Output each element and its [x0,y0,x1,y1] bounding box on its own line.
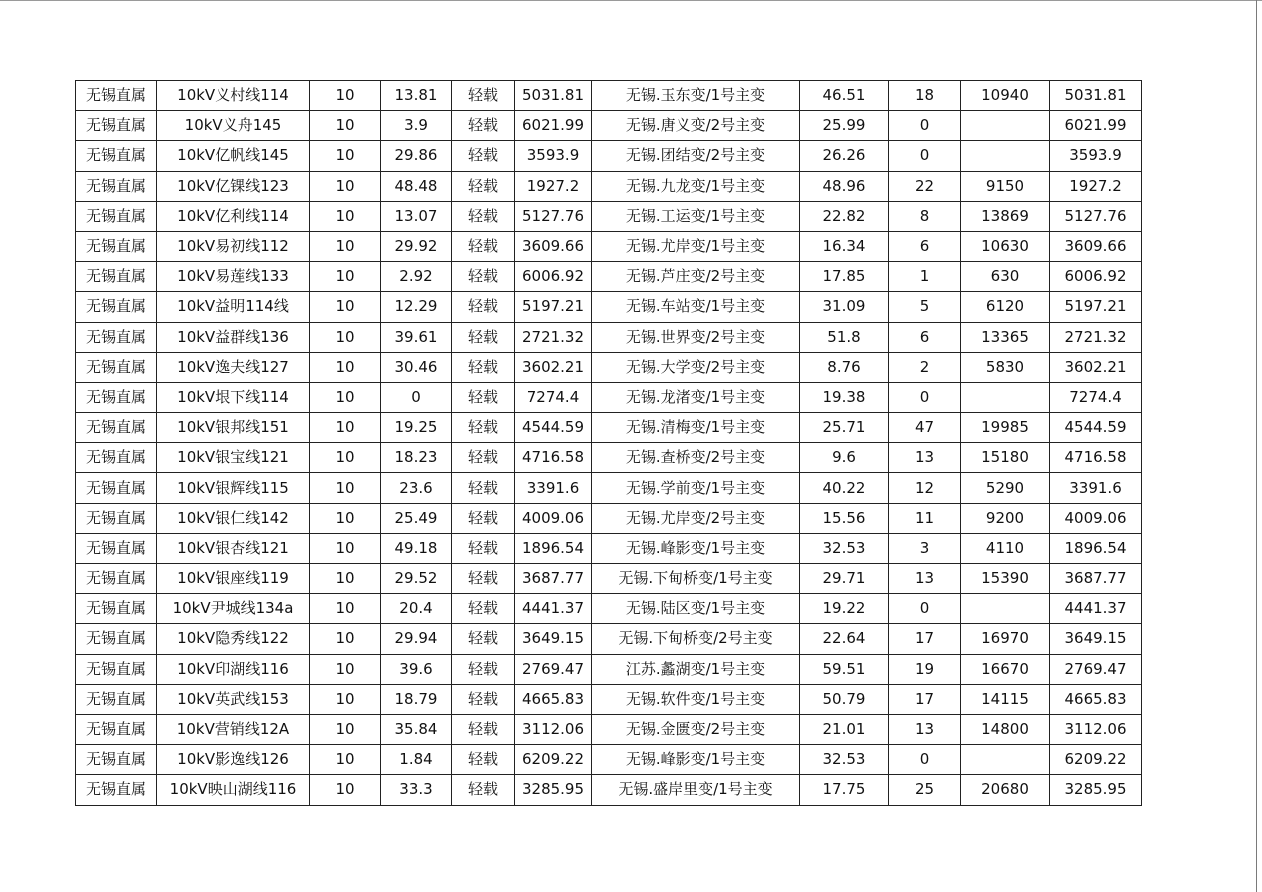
transformer-cell: 无锡.玉东变/1号主变 [592,81,800,111]
user-capacity-cell [961,111,1050,141]
transformer-cell: 无锡.峰影变/1号主变 [592,745,800,775]
capacity-cell: 5197.21 [515,292,592,322]
available-capacity-cell: 6006.92 [1050,262,1142,292]
capacity-cell: 3391.6 [515,473,592,503]
transformer-load-cell: 32.53 [800,745,889,775]
voltage-cell: 10 [310,564,381,594]
user-capacity-cell: 13869 [961,201,1050,231]
transformer-cell: 无锡.唐义变/2号主变 [592,111,800,141]
feeder-name-cell: 10kV银宝线121 [157,443,310,473]
available-capacity-cell: 3602.21 [1050,352,1142,382]
available-capacity-cell: 6021.99 [1050,111,1142,141]
capacity-cell: 6006.92 [515,262,592,292]
transformer-cell: 无锡.龙渚变/1号主变 [592,382,800,412]
load-rate-cell: 18.23 [381,443,452,473]
transformer-cell: 无锡.大学变/2号主变 [592,352,800,382]
load-status-cell: 轻载 [452,382,515,412]
feeder-name-cell: 10kV易初线112 [157,231,310,261]
transformer-load-cell: 9.6 [800,443,889,473]
user-count-cell: 18 [889,81,961,111]
load-rate-cell: 1.84 [381,745,452,775]
available-capacity-cell: 3593.9 [1050,141,1142,171]
load-status-cell: 轻载 [452,533,515,563]
voltage-cell: 10 [310,171,381,201]
transformer-cell: 无锡.下甸桥变/2号主变 [592,624,800,654]
load-rate-cell: 12.29 [381,292,452,322]
company-cell: 无锡直属 [76,171,157,201]
available-capacity-cell: 3687.77 [1050,564,1142,594]
transformer-load-cell: 40.22 [800,473,889,503]
user-capacity-cell [961,382,1050,412]
capacity-cell: 3649.15 [515,624,592,654]
user-count-cell: 6 [889,322,961,352]
user-capacity-cell: 9150 [961,171,1050,201]
voltage-cell: 10 [310,81,381,111]
load-status-cell: 轻载 [452,171,515,201]
feeder-name-cell: 10kV营销线12A [157,714,310,744]
company-cell: 无锡直属 [76,413,157,443]
capacity-cell: 3609.66 [515,231,592,261]
user-count-cell: 13 [889,443,961,473]
feeder-name-cell: 10kV影逸线126 [157,745,310,775]
capacity-cell: 4009.06 [515,503,592,533]
user-count-cell: 6 [889,231,961,261]
transformer-cell: 无锡.团结变/2号主变 [592,141,800,171]
available-capacity-cell: 5197.21 [1050,292,1142,322]
capacity-cell: 3285.95 [515,775,592,805]
user-count-cell: 0 [889,111,961,141]
load-rate-cell: 29.52 [381,564,452,594]
available-capacity-cell: 5127.76 [1050,201,1142,231]
load-rate-cell: 35.84 [381,714,452,744]
load-rate-cell: 23.6 [381,473,452,503]
feeder-name-cell: 10kV垠下线114 [157,382,310,412]
user-capacity-cell: 16970 [961,624,1050,654]
capacity-cell: 2769.47 [515,654,592,684]
user-count-cell: 0 [889,594,961,624]
feeder-name-cell: 10kV义村线114 [157,81,310,111]
voltage-cell: 10 [310,382,381,412]
company-cell: 无锡直属 [76,533,157,563]
transformer-cell: 无锡.清梅变/1号主变 [592,413,800,443]
table-row [76,111,1142,141]
table-row [76,775,1142,805]
transformer-cell: 无锡.芦庄变/2号主变 [592,262,800,292]
page-right-border [1256,0,1257,892]
load-status-cell: 轻载 [452,111,515,141]
user-capacity-cell: 14115 [961,684,1050,714]
transformer-load-cell: 21.01 [800,714,889,744]
company-cell: 无锡直属 [76,292,157,322]
transformer-cell: 无锡.尤岸变/1号主变 [592,231,800,261]
company-cell: 无锡直属 [76,443,157,473]
available-capacity-cell: 1927.2 [1050,171,1142,201]
feeder-name-cell: 10kV亿利线114 [157,201,310,231]
load-rate-cell: 48.48 [381,171,452,201]
capacity-cell: 2721.32 [515,322,592,352]
available-capacity-cell: 4665.83 [1050,684,1142,714]
capacity-cell: 3687.77 [515,564,592,594]
company-cell: 无锡直属 [76,81,157,111]
voltage-cell: 10 [310,141,381,171]
transformer-cell: 无锡.下甸桥变/1号主变 [592,564,800,594]
user-capacity-cell: 10940 [961,81,1050,111]
user-count-cell: 17 [889,624,961,654]
user-capacity-cell: 6120 [961,292,1050,322]
user-capacity-cell: 15390 [961,564,1050,594]
capacity-cell: 3593.9 [515,141,592,171]
voltage-cell: 10 [310,714,381,744]
feeder-name-cell: 10kV银座线119 [157,564,310,594]
load-rate-cell: 29.86 [381,141,452,171]
transformer-load-cell: 17.75 [800,775,889,805]
user-count-cell: 8 [889,201,961,231]
load-status-cell: 轻载 [452,141,515,171]
load-rate-cell: 18.79 [381,684,452,714]
feeder-name-cell: 10kV益明114线 [157,292,310,322]
capacity-cell: 3602.21 [515,352,592,382]
load-rate-cell: 3.9 [381,111,452,141]
transformer-load-cell: 19.22 [800,594,889,624]
load-status-cell: 轻载 [452,292,515,322]
feeder-name-cell: 10kV义舟145 [157,111,310,141]
load-status-cell: 轻载 [452,231,515,261]
transformer-cell: 无锡.车站变/1号主变 [592,292,800,322]
table-row [76,714,1142,744]
voltage-cell: 10 [310,594,381,624]
feeder-name-cell: 10kV银邦线151 [157,413,310,443]
capacity-cell: 4665.83 [515,684,592,714]
available-capacity-cell: 4544.59 [1050,413,1142,443]
load-status-cell: 轻载 [452,684,515,714]
available-capacity-cell: 4441.37 [1050,594,1142,624]
user-count-cell: 3 [889,533,961,563]
feeder-name-cell: 10kV亿锞线123 [157,171,310,201]
load-status-cell: 轻载 [452,81,515,111]
feeder-name-cell: 10kV尹城线134a [157,594,310,624]
user-count-cell: 12 [889,473,961,503]
voltage-cell: 10 [310,292,381,322]
transformer-load-cell: 8.76 [800,352,889,382]
capacity-cell: 5127.76 [515,201,592,231]
transformer-cell: 无锡.学前变/1号主变 [592,473,800,503]
user-capacity-cell: 5830 [961,352,1050,382]
available-capacity-cell: 3285.95 [1050,775,1142,805]
company-cell: 无锡直属 [76,745,157,775]
available-capacity-cell: 4009.06 [1050,503,1142,533]
feeder-name-cell: 10kV映山湖线116 [157,775,310,805]
transformer-cell: 无锡.九龙变/1号主变 [592,171,800,201]
feeder-name-cell: 10kV银仁线142 [157,503,310,533]
user-count-cell: 5 [889,292,961,322]
voltage-cell: 10 [310,745,381,775]
table-row [76,262,1142,292]
load-status-cell: 轻载 [452,714,515,744]
voltage-cell: 10 [310,201,381,231]
company-cell: 无锡直属 [76,564,157,594]
table-row [76,684,1142,714]
capacity-cell: 1896.54 [515,533,592,563]
company-cell: 无锡直属 [76,594,157,624]
voltage-cell: 10 [310,473,381,503]
page-top-border [0,0,1262,1]
voltage-cell: 10 [310,111,381,141]
company-cell: 无锡直属 [76,775,157,805]
available-capacity-cell: 3112.06 [1050,714,1142,744]
load-rate-cell: 39.61 [381,322,452,352]
load-status-cell: 轻载 [452,775,515,805]
user-capacity-cell [961,141,1050,171]
capacity-cell: 4544.59 [515,413,592,443]
table-row [76,443,1142,473]
user-capacity-cell: 14800 [961,714,1050,744]
load-rate-cell: 29.92 [381,231,452,261]
voltage-cell: 10 [310,533,381,563]
company-cell: 无锡直属 [76,714,157,744]
table-row [76,382,1142,412]
transformer-load-cell: 29.71 [800,564,889,594]
available-capacity-cell: 3391.6 [1050,473,1142,503]
company-cell: 无锡直属 [76,382,157,412]
load-status-cell: 轻载 [452,443,515,473]
company-cell: 无锡直属 [76,503,157,533]
load-rate-cell: 30.46 [381,352,452,382]
transformer-load-cell: 25.99 [800,111,889,141]
transformer-cell: 无锡.尤岸变/2号主变 [592,503,800,533]
load-status-cell: 轻载 [452,262,515,292]
load-rate-cell: 19.25 [381,413,452,443]
load-rate-cell: 39.6 [381,654,452,684]
capacity-cell: 1927.2 [515,171,592,201]
available-capacity-cell: 1896.54 [1050,533,1142,563]
voltage-cell: 10 [310,413,381,443]
transformer-cell: 无锡.软件变/1号主变 [592,684,800,714]
company-cell: 无锡直属 [76,231,157,261]
voltage-cell: 10 [310,322,381,352]
user-count-cell: 0 [889,382,961,412]
transformer-load-cell: 48.96 [800,171,889,201]
company-cell: 无锡直属 [76,624,157,654]
transformer-cell: 江苏.蠡湖变/1号主变 [592,654,800,684]
feeder-name-cell: 10kV银辉线115 [157,473,310,503]
load-rate-cell: 2.92 [381,262,452,292]
voltage-cell: 10 [310,684,381,714]
table-row [76,503,1142,533]
user-count-cell: 22 [889,171,961,201]
user-capacity-cell: 19985 [961,413,1050,443]
capacity-cell: 4716.58 [515,443,592,473]
load-rate-cell: 33.3 [381,775,452,805]
company-cell: 无锡直属 [76,352,157,382]
table-row [76,201,1142,231]
user-count-cell: 47 [889,413,961,443]
user-capacity-cell: 15180 [961,443,1050,473]
table-row [76,745,1142,775]
voltage-cell: 10 [310,443,381,473]
transformer-cell: 无锡.陆区变/1号主变 [592,594,800,624]
load-status-cell: 轻载 [452,473,515,503]
table-row [76,322,1142,352]
table-row [76,141,1142,171]
user-count-cell: 0 [889,141,961,171]
user-capacity-cell: 630 [961,262,1050,292]
feeder-name-cell: 10kV逸夫线127 [157,352,310,382]
user-count-cell: 13 [889,714,961,744]
load-status-cell: 轻载 [452,624,515,654]
table-row [76,292,1142,322]
table-row [76,171,1142,201]
feeder-name-cell: 10kV英武线153 [157,684,310,714]
load-status-cell: 轻载 [452,413,515,443]
transformer-load-cell: 25.71 [800,413,889,443]
voltage-cell: 10 [310,624,381,654]
available-capacity-cell: 6209.22 [1050,745,1142,775]
available-capacity-cell: 2721.32 [1050,322,1142,352]
user-capacity-cell: 5290 [961,473,1050,503]
table-row [76,594,1142,624]
user-count-cell: 11 [889,503,961,533]
capacity-cell: 3112.06 [515,714,592,744]
company-cell: 无锡直属 [76,262,157,292]
company-cell: 无锡直属 [76,654,157,684]
load-status-cell: 轻载 [452,654,515,684]
transformer-load-cell: 26.26 [800,141,889,171]
feeder-name-cell: 10kV隐秀线122 [157,624,310,654]
capacity-cell: 6021.99 [515,111,592,141]
voltage-cell: 10 [310,231,381,261]
capacity-cell: 6209.22 [515,745,592,775]
load-rate-cell: 29.94 [381,624,452,654]
user-capacity-cell [961,594,1050,624]
user-capacity-cell: 10630 [961,231,1050,261]
table-row [76,473,1142,503]
feeder-name-cell: 10kV亿帆线145 [157,141,310,171]
feeder-name-cell: 10kV银杏线121 [157,533,310,563]
load-rate-cell: 13.81 [381,81,452,111]
table-row [76,564,1142,594]
user-count-cell: 0 [889,745,961,775]
available-capacity-cell: 2769.47 [1050,654,1142,684]
user-capacity-cell: 4110 [961,533,1050,563]
user-capacity-cell: 9200 [961,503,1050,533]
voltage-cell: 10 [310,262,381,292]
company-cell: 无锡直属 [76,201,157,231]
transformer-cell: 无锡.查桥变/2号主变 [592,443,800,473]
transformer-load-cell: 31.09 [800,292,889,322]
transformer-cell: 无锡.金匮变/2号主变 [592,714,800,744]
voltage-cell: 10 [310,775,381,805]
feeder-name-cell: 10kV易莲线133 [157,262,310,292]
voltage-cell: 10 [310,654,381,684]
capacity-cell: 7274.4 [515,382,592,412]
transformer-load-cell: 16.34 [800,231,889,261]
load-rate-cell: 25.49 [381,503,452,533]
load-status-cell: 轻载 [452,745,515,775]
transformer-load-cell: 50.79 [800,684,889,714]
load-status-cell: 轻载 [452,503,515,533]
user-count-cell: 19 [889,654,961,684]
load-status-cell: 轻载 [452,564,515,594]
load-rate-cell: 49.18 [381,533,452,563]
transformer-load-cell: 59.51 [800,654,889,684]
user-capacity-cell: 13365 [961,322,1050,352]
available-capacity-cell: 7274.4 [1050,382,1142,412]
feeder-name-cell: 10kV印湖线116 [157,654,310,684]
table-row [76,231,1142,261]
user-capacity-cell: 20680 [961,775,1050,805]
transformer-load-cell: 19.38 [800,382,889,412]
voltage-cell: 10 [310,352,381,382]
transformer-cell: 无锡.峰影变/1号主变 [592,533,800,563]
company-cell: 无锡直属 [76,684,157,714]
transformer-load-cell: 22.82 [800,201,889,231]
available-capacity-cell: 4716.58 [1050,443,1142,473]
capacity-cell: 4441.37 [515,594,592,624]
available-capacity-cell: 3649.15 [1050,624,1142,654]
transformer-load-cell: 46.51 [800,81,889,111]
transformer-cell: 无锡.盛岸里变/1号主变 [592,775,800,805]
available-capacity-cell: 5031.81 [1050,81,1142,111]
voltage-cell: 10 [310,503,381,533]
transformer-load-cell: 51.8 [800,322,889,352]
table-row [76,654,1142,684]
transformer-load-cell: 15.56 [800,503,889,533]
load-status-cell: 轻载 [452,352,515,382]
transformer-load-cell: 22.64 [800,624,889,654]
load-status-cell: 轻载 [452,594,515,624]
load-status-cell: 轻载 [452,322,515,352]
load-rate-cell: 20.4 [381,594,452,624]
table-row [76,624,1142,654]
user-count-cell: 2 [889,352,961,382]
table-row [76,352,1142,382]
load-rate-cell: 13.07 [381,201,452,231]
user-count-cell: 25 [889,775,961,805]
feeder-name-cell: 10kV益群线136 [157,322,310,352]
table-row [76,533,1142,563]
user-count-cell: 13 [889,564,961,594]
user-count-cell: 17 [889,684,961,714]
user-capacity-cell [961,745,1050,775]
load-rate-cell: 0 [381,382,452,412]
company-cell: 无锡直属 [76,473,157,503]
feeder-load-table [75,80,1142,806]
company-cell: 无锡直属 [76,322,157,352]
transformer-load-cell: 32.53 [800,533,889,563]
table-body [76,81,1142,806]
user-count-cell: 1 [889,262,961,292]
transformer-cell: 无锡.世界变/2号主变 [592,322,800,352]
transformer-load-cell: 17.85 [800,262,889,292]
transformer-cell: 无锡.工运变/1号主变 [592,201,800,231]
table-row [76,81,1142,111]
load-status-cell: 轻载 [452,201,515,231]
table-row [76,413,1142,443]
company-cell: 无锡直属 [76,111,157,141]
capacity-cell: 5031.81 [515,81,592,111]
user-capacity-cell: 16670 [961,654,1050,684]
available-capacity-cell: 3609.66 [1050,231,1142,261]
company-cell: 无锡直属 [76,141,157,171]
